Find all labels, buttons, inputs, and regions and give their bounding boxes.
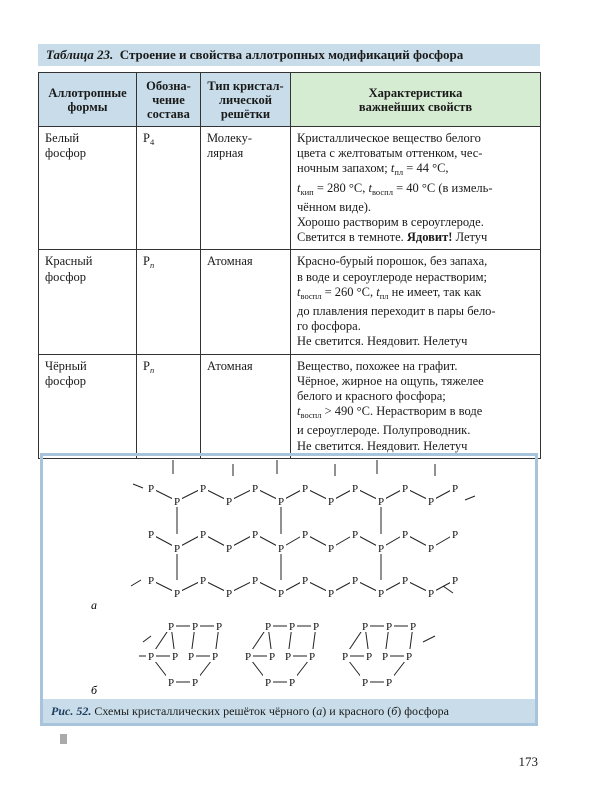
- phosphorus-atom: P: [264, 621, 272, 633]
- properties-cell: Вещество, похожее на графит. Чёрное, жирное на ощупь, тяжелее белого и красного фосфора; $t_{воспл} > 490$ °С. Нерастворим в воде и сероуглероде. Полупроводник. Не светится. Неядовит. Нелетуч: [291, 354, 541, 458]
- bond-line: [423, 636, 435, 642]
- phosphorus-atom: P: [147, 529, 155, 541]
- phosphorus-atom: P: [377, 588, 385, 600]
- lattice-cell: Атомная: [201, 354, 291, 458]
- form-cell: Чёрный фосфор: [39, 354, 137, 458]
- phosphorus-atom: P: [361, 621, 369, 633]
- phosphorus-atom: P: [427, 496, 435, 508]
- phosphorus-atom: P: [365, 651, 373, 663]
- phosphorus-atom: P: [341, 651, 349, 663]
- label-a: а: [91, 598, 97, 612]
- table-row-red: [39, 250, 541, 354]
- lattice-cell: Молеку- лярная: [201, 127, 291, 250]
- phosphorus-atom: P: [211, 651, 219, 663]
- symbol-cell: $P_n$: [137, 354, 201, 458]
- phosphorus-atom: P: [405, 651, 413, 663]
- table-label: Таблица 23.: [46, 47, 114, 62]
- phosphorus-atom: P: [191, 621, 199, 633]
- phosphorus-atom: P: [173, 588, 181, 600]
- allotropes-table: [38, 72, 541, 459]
- phosphorus-atom: P: [351, 483, 359, 495]
- phosphorus-atom: P: [225, 496, 233, 508]
- bond-line: [131, 580, 141, 586]
- phosphorus-atom: P: [199, 483, 207, 495]
- phosphorus-atom: P: [427, 543, 435, 555]
- phosphorus-atom: P: [225, 543, 233, 555]
- phosphorus-atom: P: [351, 575, 359, 587]
- phosphorus-atom: P: [147, 651, 155, 663]
- phosphorus-atom: P: [147, 483, 155, 495]
- header-symbol: Обозна- чение состава: [137, 73, 201, 127]
- phosphorus-atom: P: [225, 588, 233, 600]
- phosphorus-atom: P: [288, 621, 296, 633]
- table-row-black: [39, 354, 541, 458]
- phosphorus-atom: P: [327, 543, 335, 555]
- phosphorus-atom: P: [251, 575, 259, 587]
- phosphorus-atom: P: [409, 621, 417, 633]
- phosphorus-atom: P: [277, 496, 285, 508]
- phosphorus-atom: P: [451, 575, 459, 587]
- bond-line: [443, 586, 453, 593]
- properties-cell: Красно-бурый порошок, без запаха, в воде и сероуглероде нерастворим; $t_{воспл} = 260$ °С, $t_{пл}$ не имеет, так как до плавления переходит в пары бело- го фосфора. Не светится. Неядовит. Нелетуч: [291, 250, 541, 354]
- phosphorus-atom: P: [385, 677, 393, 689]
- bond-line: [133, 484, 143, 488]
- phosphorus-atom: P: [308, 651, 316, 663]
- phosphorus-atom: P: [351, 529, 359, 541]
- phosphorus-atom: P: [199, 529, 207, 541]
- phosphorus-atom: P: [171, 651, 179, 663]
- phosphorus-atom: P: [381, 651, 389, 663]
- table-title: Строение и свойства аллотропных модификаций фосфора: [119, 47, 464, 62]
- phosphorus-atom: P: [264, 677, 272, 689]
- symbol-cell: $P_n$: [137, 250, 201, 354]
- figure-52: [40, 453, 538, 726]
- phosphorus-atom: P: [401, 483, 409, 495]
- phosphorus-atom: P: [173, 543, 181, 555]
- phosphorus-atom: P: [401, 575, 409, 587]
- bond-line: [465, 496, 475, 500]
- phosphorus-atom: P: [268, 651, 276, 663]
- phosphorus-atom: P: [191, 677, 199, 689]
- phosphorus-atom: P: [401, 529, 409, 541]
- phosphorus-atom: P: [187, 651, 195, 663]
- phosphorus-atom: P: [215, 621, 223, 633]
- table-caption: [38, 44, 540, 66]
- phosphorus-atom: P: [377, 496, 385, 508]
- phosphorus-atom: P: [288, 677, 296, 689]
- phosphorus-atom: P: [167, 677, 175, 689]
- figure-caption: Рис. 52. Схемы кристаллических решёток чёрного (а) и красного (б) фосфора: [43, 699, 535, 723]
- phosphorus-atom: P: [251, 529, 259, 541]
- form-cell: Красный фосфор: [39, 250, 137, 354]
- header-lattice: Тип кристал- лической решётки: [201, 73, 291, 127]
- phosphorus-atom: P: [167, 621, 175, 633]
- phosphorus-atom: P: [451, 529, 459, 541]
- phosphorus-atom: P: [277, 543, 285, 555]
- phosphorus-atom: P: [301, 483, 309, 495]
- phosphorus-atom: P: [377, 543, 385, 555]
- phosphorus-atom: P: [427, 588, 435, 600]
- form-cell: Белый фосфор: [39, 127, 137, 250]
- phosphorus-atom: P: [312, 621, 320, 633]
- symbol-cell: $P_4$: [137, 127, 201, 250]
- lattice-cell: Атомная: [201, 250, 291, 354]
- phosphorus-atom: P: [301, 529, 309, 541]
- phosphorus-atom: P: [385, 621, 393, 633]
- phosphorus-atom: P: [199, 575, 207, 587]
- page-number: 173: [518, 754, 538, 769]
- phosphorus-atom: P: [277, 588, 285, 600]
- phosphorus-atom: P: [173, 496, 181, 508]
- header-forms: Аллотропные формы: [39, 73, 137, 127]
- header-properties: Характеристика важнейших свойств: [291, 73, 541, 127]
- phosphorus-atom: P: [251, 483, 259, 495]
- phosphorus-atom: P: [301, 575, 309, 587]
- phosphorus-atom: P: [327, 588, 335, 600]
- table-row-white: [39, 127, 541, 250]
- bookmark-icon: [60, 734, 67, 744]
- label-b: б: [91, 683, 98, 697]
- bond-line: [143, 636, 151, 642]
- table-header-row: [39, 73, 541, 127]
- lattice-diagrams: [43, 456, 535, 699]
- phosphorus-atom: P: [147, 575, 155, 587]
- phosphorus-atom: P: [284, 651, 292, 663]
- phosphorus-atom: P: [327, 496, 335, 508]
- phosphorus-atom: P: [451, 483, 459, 495]
- properties-cell: Кристаллическое вещество белого цвета с желтоватым оттенком, чес- ночным запахом; $t_{пл} = 44$ °С, $t_{кип} = 280$ °С, $t_{воспл} = 40$ °С (в измель- чённом виде). Хорошо растворим в сероуглероде. Светится в темноте. Ядовит! Летуч: [291, 127, 541, 250]
- phosphorus-atom: P: [361, 677, 369, 689]
- phosphorus-atom: P: [244, 651, 252, 663]
